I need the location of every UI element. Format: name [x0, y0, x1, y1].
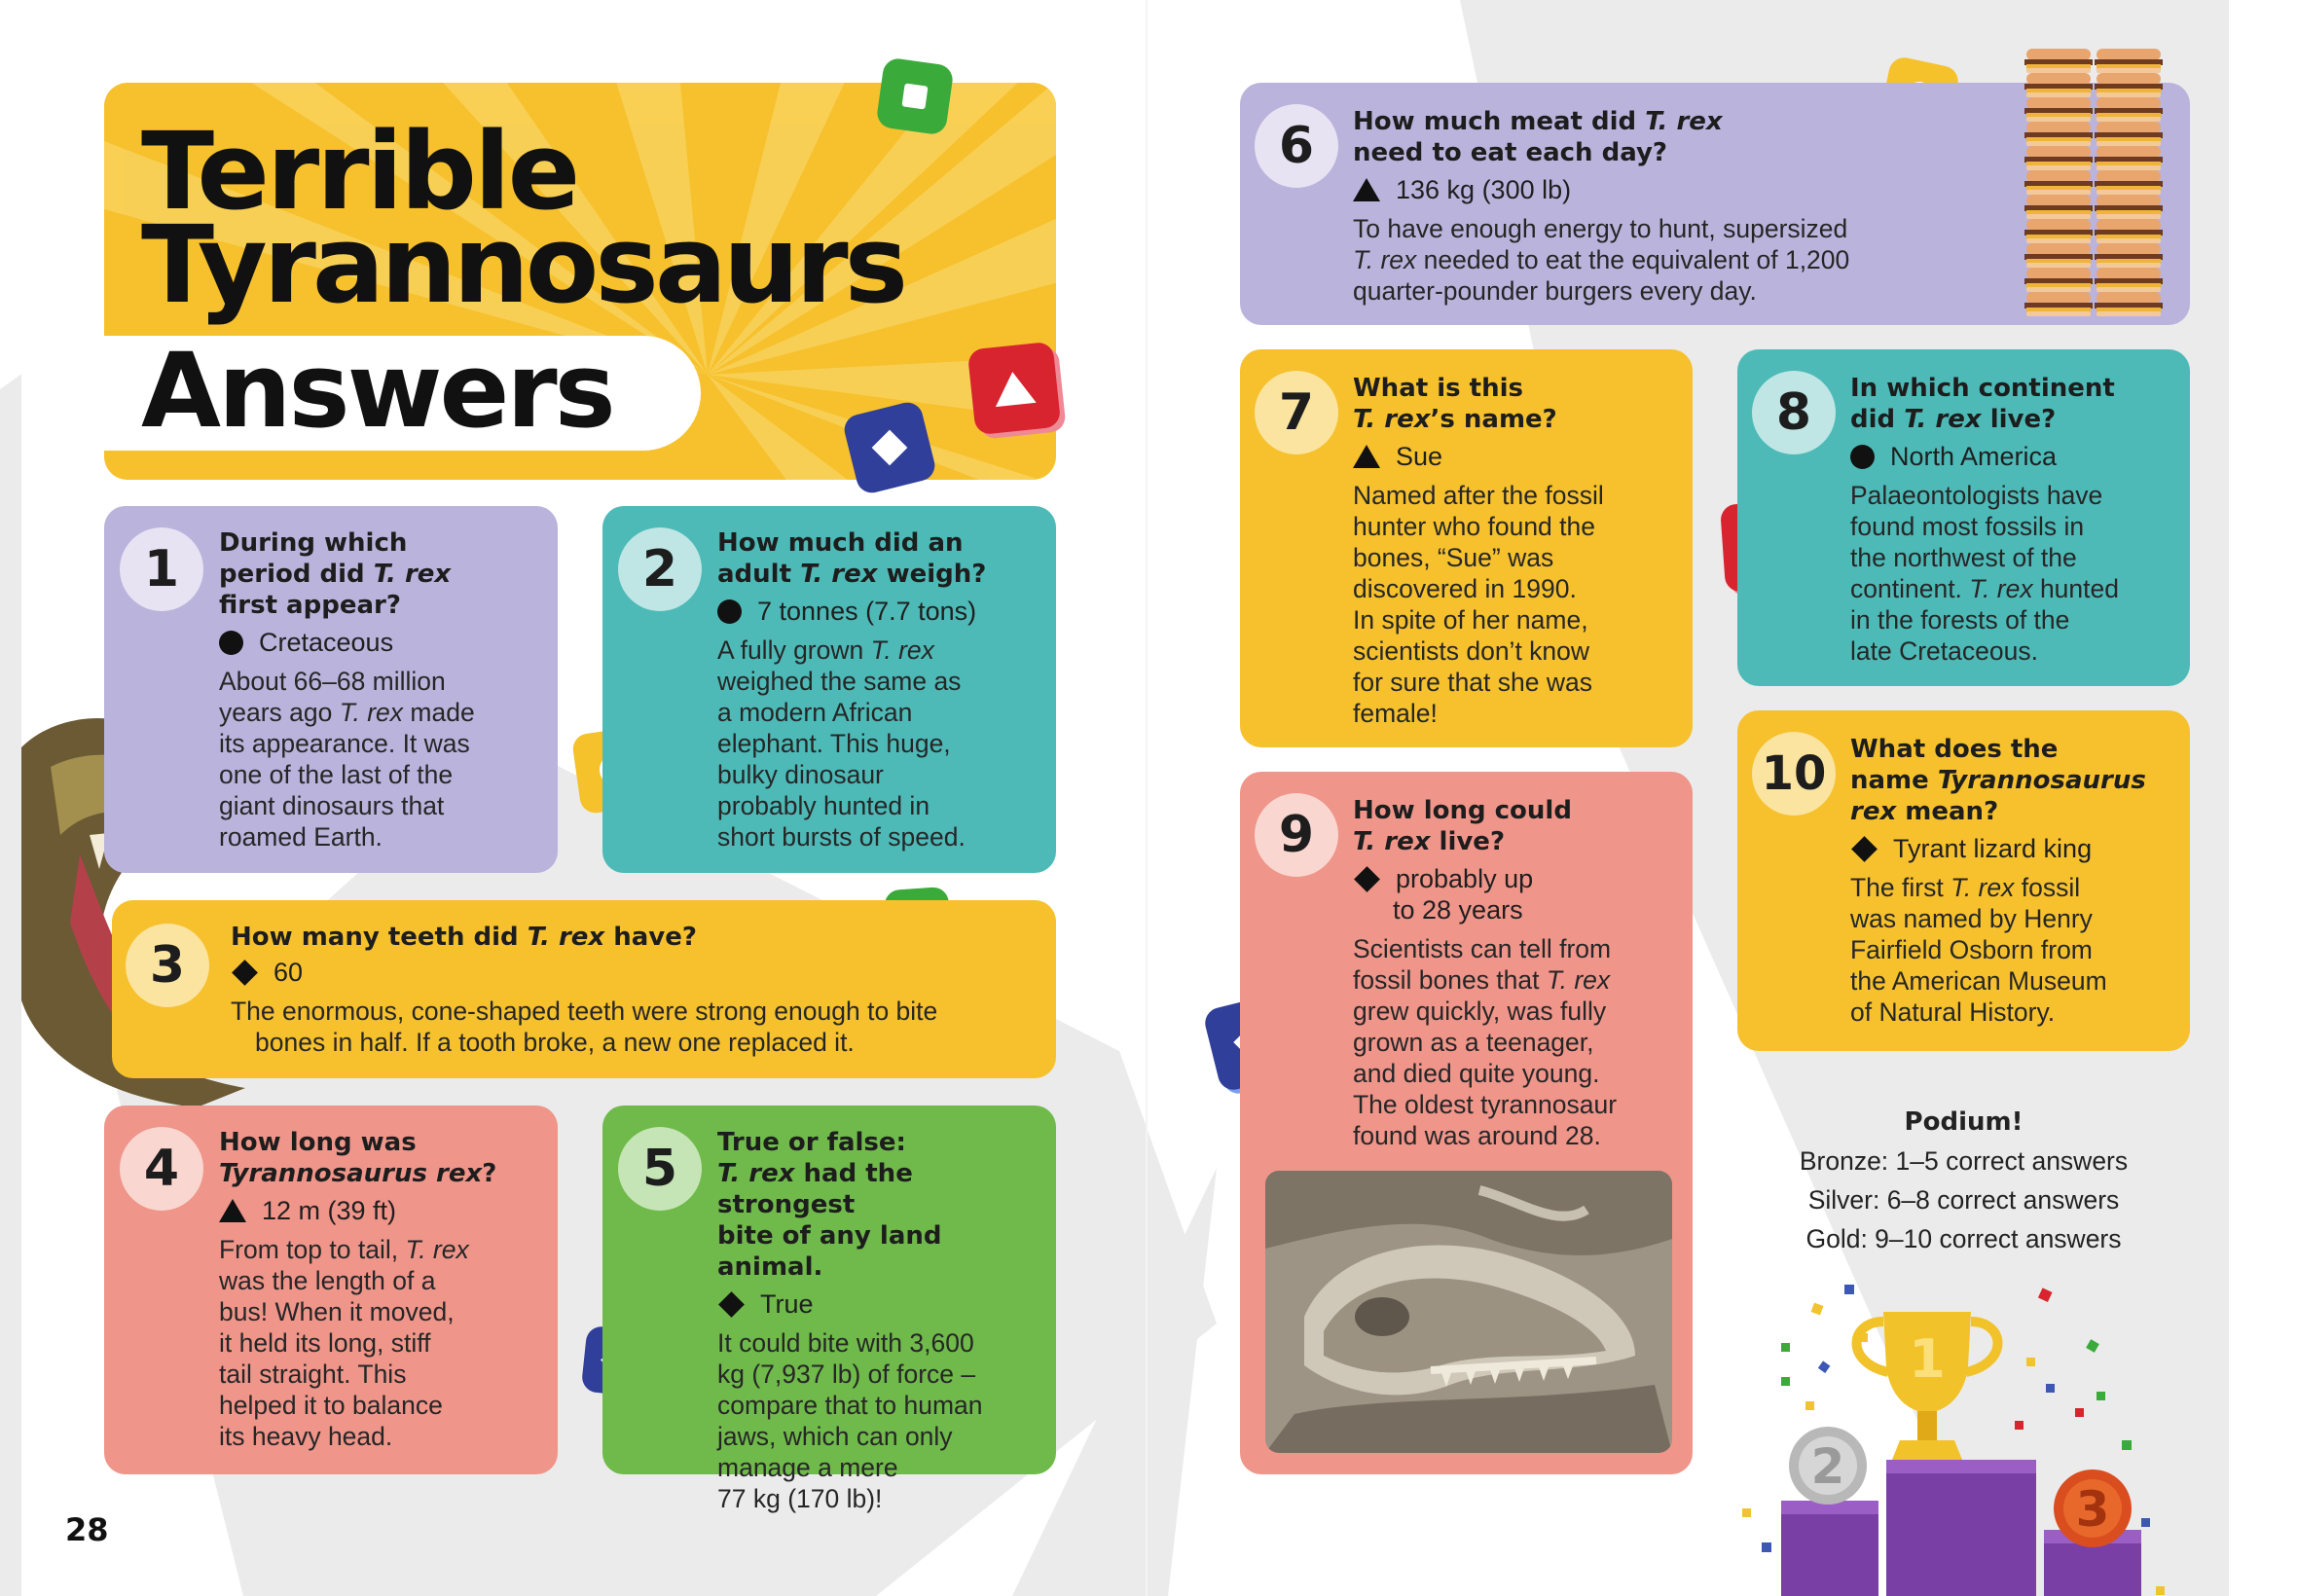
question-text: How long could T. rex live?	[1353, 796, 1572, 856]
burger-layer	[2096, 146, 2161, 158]
question-text: How much did an adult T. rex weigh?	[717, 528, 987, 589]
burger-layer	[2096, 268, 2161, 279]
question-card-1	[104, 506, 558, 873]
diamond-symbol-icon	[718, 1291, 745, 1318]
answer-explanation: Palaeontologists have found most fossils in the northwest of the continent. T. rex hunted in the forests of the late Cretaceous.	[1850, 481, 2119, 666]
question-number-1: 1	[120, 527, 203, 611]
triangle-symbol-icon	[1353, 445, 1380, 468]
answer-explanation: It could bite with 3,600 kg (7,937 lb) of force – compare that to human jaws, which can only manage a mere 77 kg (170 lb)!	[717, 1328, 983, 1513]
question-number-6: 6	[1255, 104, 1338, 188]
gold-score: Gold: 9–10 correct answers	[1805, 1224, 2122, 1253]
page-spine	[1146, 0, 1148, 1596]
answer-explanation: From top to tail, T. rex was the length of a bus! When it moved, it held its long, stiff tail straight. This helped it to balance its heavy head.	[219, 1235, 469, 1451]
question-number-4: 4	[120, 1127, 203, 1211]
diamond-icon	[872, 430, 908, 466]
square-icon	[901, 83, 928, 109]
burger-layer	[2026, 195, 2091, 206]
answer-line: probably up	[1353, 863, 1684, 894]
question-number-10: 10	[1752, 732, 1836, 816]
circle-symbol-icon	[219, 631, 243, 655]
burger-layer	[2026, 190, 2091, 195]
burger-layer	[2096, 122, 2161, 133]
burger-layer	[2096, 190, 2161, 195]
burger-layer	[2026, 170, 2091, 182]
question-number-8: 8	[1752, 371, 1836, 454]
burger-layer	[2026, 263, 2091, 268]
burger-layer	[2096, 214, 2161, 219]
burger-layer	[2026, 49, 2091, 60]
burger-layer	[2096, 263, 2161, 268]
burger-layer	[2026, 68, 2091, 73]
triangle-icon	[992, 370, 1036, 407]
podium-second-place: 2	[1810, 1438, 1845, 1495]
podium-title: Podium!	[1904, 1107, 2024, 1137]
silver-score: Silver: 6–8 correct answers	[1807, 1185, 2120, 1215]
fossil-skull-photo	[1265, 1171, 1672, 1453]
burger-layer	[2026, 117, 2091, 122]
question-number-5: 5	[618, 1127, 702, 1211]
question-card-10	[1737, 710, 2190, 1051]
question-text: What is this T. rex’s name?	[1353, 374, 1557, 434]
diamond-symbol-icon	[1851, 836, 1878, 862]
title-line-1: Terrible	[141, 109, 578, 234]
triangle-symbol-icon	[1353, 178, 1380, 201]
burger-layer	[2096, 243, 2161, 255]
burger-layer	[2096, 287, 2161, 292]
page-number-tab	[21, 1505, 140, 1554]
burger-stack-image	[2023, 39, 2169, 327]
burger-layer	[2096, 68, 2161, 73]
title-line-2: Tyrannosaurs	[141, 202, 905, 327]
burger-layer	[2096, 141, 2161, 146]
burger-layer	[2026, 219, 2091, 231]
answer-explanation: To have enough energy to hunt, supersized T. rex needed to eat the equivalent of 1,200 quarter-pounder burgers every day.	[1353, 214, 1850, 306]
question-number-7: 7	[1255, 371, 1338, 454]
question-card-2	[602, 506, 1056, 873]
burger-layer	[2026, 214, 2091, 219]
podium-scoring	[1737, 1103, 2190, 1258]
burger-layer	[2026, 165, 2091, 170]
podium-first-place: 1	[1909, 1328, 1946, 1390]
question-text: True or false: T. rex had the strongest bite of any land animal.	[717, 1128, 942, 1282]
bronze-score: Bronze: 1–5 correct answers	[1799, 1146, 2129, 1176]
burger-layer	[2026, 238, 2091, 243]
podium-trophy-illustration	[1723, 1275, 2170, 1596]
answer-line: Cretaceous	[219, 627, 550, 658]
burger-layer	[2026, 292, 2091, 304]
question-card-3	[112, 900, 1056, 1078]
burger-layer	[2026, 92, 2091, 97]
question-card-4	[104, 1106, 558, 1474]
question-number-3: 3	[126, 924, 209, 1007]
burger-layer	[2096, 311, 2161, 316]
burger-layer	[2096, 195, 2161, 206]
answers-heading: Answers	[141, 331, 613, 451]
podium-third-place: 3	[2075, 1481, 2110, 1538]
question-card-8	[1737, 349, 2190, 686]
answer-line: True	[717, 1288, 1053, 1320]
answer-explanation: Scientists can tell from fossil bones that T. rex grew quickly, was fully grown as a teenager, and died quite young. The oldest tyrannosaur found was around 28.	[1353, 934, 1618, 1150]
answer-line: 12 m (39 ft)	[219, 1195, 550, 1226]
answer-explanation: A fully grown T. rex weighed the same as a modern African elephant. This huge, bulky dinosaur probably hunted in short bursts of speed.	[717, 635, 966, 852]
question-text: In which continent did T. rex live?	[1850, 374, 2115, 434]
burger-layer	[2096, 73, 2161, 85]
question-card-7	[1240, 349, 1693, 747]
burger-layer	[2096, 49, 2161, 60]
podium-first-block	[1886, 1460, 2036, 1596]
burger-layer	[2026, 243, 2091, 255]
question-number-2: 2	[618, 527, 702, 611]
diamond-symbol-icon	[1354, 866, 1380, 892]
circle-symbol-icon	[717, 599, 742, 624]
burger-layer	[2026, 146, 2091, 158]
burger-layer	[2096, 292, 2161, 304]
answer-line: Tyrant lizard king	[1850, 833, 2186, 864]
page-number: 28	[65, 1511, 109, 1548]
question-card-9: 9 How long could T. rex live? probably up to 28 years Scientists can tell from fossil bones that T. rex grew quickly, was fully grown as a teenager, and died quite young. The oldest tyrannosaur found was around 28.	[1240, 772, 1693, 1474]
burger-layer	[2096, 92, 2161, 97]
triangle-symbol-icon	[219, 1199, 246, 1222]
answer-line: 60	[231, 957, 1048, 988]
circle-symbol-icon	[1850, 445, 1875, 469]
answer-line: 136 kg (300 lb)	[1353, 174, 1937, 205]
answer-line: Sue	[1353, 441, 1684, 472]
question-card-5	[602, 1106, 1056, 1513]
answer-explanation: Named after the fossil hunter who found the bones, “Sue” was discovered in 1990. In spite of her name, scientists don’t know for sure that she was female!	[1353, 481, 1604, 728]
burger-layer	[2096, 238, 2161, 243]
diamond-symbol-icon	[232, 960, 258, 986]
burger-layer	[2096, 117, 2161, 122]
question-text: How long was Tyrannosaurus rex?	[219, 1128, 497, 1188]
podium-second-block	[1781, 1501, 1878, 1596]
burger-layer	[2026, 287, 2091, 292]
burger-layer	[2026, 73, 2091, 85]
answer-explanation: About 66–68 million years ago T. rex made its appearance. It was one of the last of the giant dinosaurs that roamed Earth.	[219, 667, 475, 852]
burger-layer	[2096, 97, 2161, 109]
burger-layer	[2096, 170, 2161, 182]
burger-layer	[2096, 165, 2161, 170]
answer-line: North America	[1850, 441, 2186, 472]
burger-layer	[2026, 311, 2091, 316]
burger-layer	[2026, 268, 2091, 279]
question-text: What does the name Tyrannosaurus rex mean?	[1850, 735, 2146, 826]
burger-layer	[2026, 141, 2091, 146]
burger-layer	[2026, 97, 2091, 109]
green-square-chip	[875, 56, 954, 135]
answer-explanation: The enormous, cone-shaped teeth were strong enough to bite bones in half. If a tooth broke, a new one replaced it.	[231, 997, 938, 1057]
red-triangle-chip	[967, 342, 1062, 436]
answer-line: 7 tonnes (7.7 tons)	[717, 596, 1053, 627]
question-text: How much meat did T. rex need to eat each day?	[1353, 107, 1723, 167]
answer-explanation: The first T. rex fossil was named by Henry Fairfield Osborn from the American Museum of Natural History.	[1850, 873, 2107, 1027]
question-number-9: 9	[1255, 793, 1338, 877]
question-text: How many teeth did T. rex have?	[231, 923, 697, 952]
question-text: During which period did T. rex first appear?	[219, 528, 452, 620]
burger-layer	[2026, 122, 2091, 133]
burger-layer	[2096, 219, 2161, 231]
